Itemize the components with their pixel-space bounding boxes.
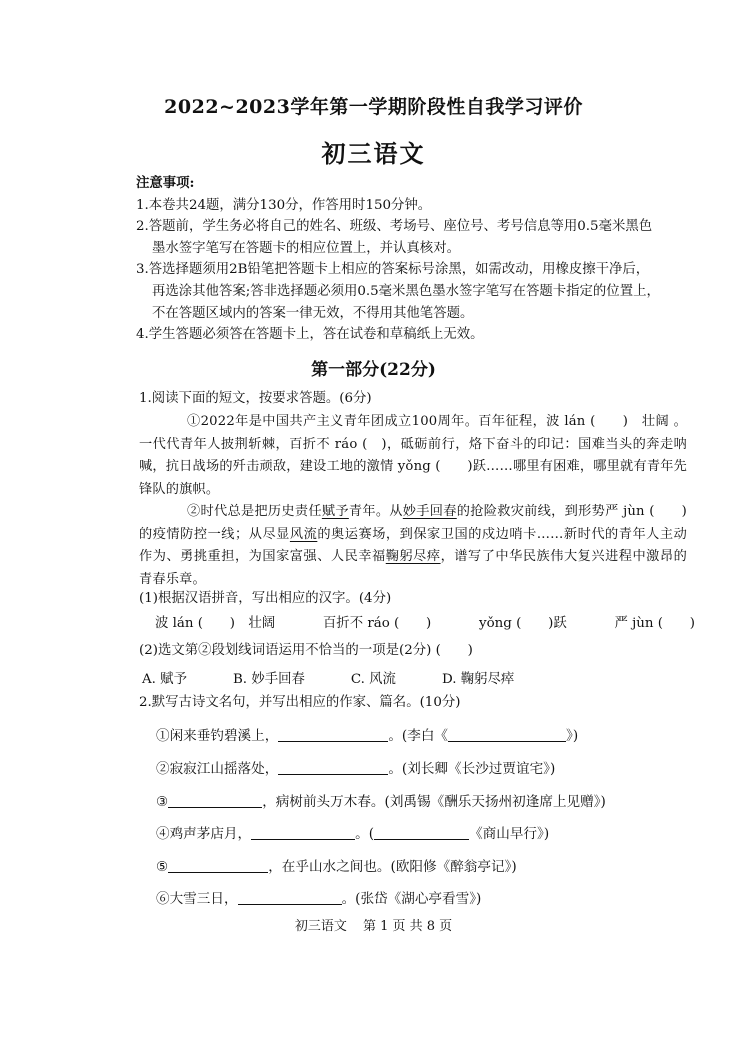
notice-item: 墨水签字笔写在答题卡的相应位置上，并认真核对。	[152, 240, 460, 256]
notice-item: 1.本卷共24题，满分130分，作答用时150分钟。	[136, 197, 432, 213]
sub-question-2: (2)选文第②段划线词语运用不恰当的一项是(2分) ( )	[139, 643, 473, 658]
sub-question-1: (1)根据汉语拼音，写出相应的汉字。(4分)	[139, 591, 392, 606]
answer-blank[interactable]	[168, 858, 268, 873]
pinyin-item: 严 jùn ( )	[614, 616, 695, 631]
pinyin-item: 百折不 ráo ( )	[322, 616, 432, 631]
notice-item: 3.答选择题须用2B铅笔把答题卡上相应的答案标号涂黑，如需改动，用橡皮擦干净后，	[136, 262, 650, 278]
pinyin-row	[155, 612, 695, 631]
footer-subject: 初三语文	[294, 919, 347, 934]
underlined-word: 赋予	[321, 504, 349, 519]
poem-line-5: ⑤ ，在乎山水之间也。(欧阳修《醉翁亭记》)	[156, 859, 517, 875]
answer-blank[interactable]	[238, 890, 342, 905]
exam-title: 2022~2023学年第一学期阶段性自我学习评价	[164, 96, 583, 118]
question-1-prompt: 1.阅读下面的短文，按要求答题。(6分)	[139, 391, 372, 406]
answer-blank[interactable]	[374, 825, 469, 840]
poem-line-2: ②寂寂江山摇落处， 。(刘长卿《长沙过贾谊宅》)	[156, 761, 556, 777]
underlined-word: 风流	[289, 526, 318, 542]
notice-heading: 注意事项:	[136, 175, 195, 191]
notice-item: 2.答题前，学生务必将自己的姓名、班级、考场号、座位号、考号信息等用0.5毫米黑色	[136, 219, 653, 235]
passage-paragraph-1: ①2022年是中国共产主义青年团成立100周年。百年征程，波 lán ( ) 壮阔 。一代代青年人披荆斩棘，百折不 ráo ( )，砥砺前行，烙下奋斗的印记：国难当头的奔走呐喊，抗日战场的歼击顽敌，建设工地的激情 yǒng ( )跃……哪里有困难，哪里就有青年先锋队的旗帜。	[139, 414, 687, 497]
answer-blank[interactable]	[168, 793, 262, 808]
option-b: B. 妙手回春	[232, 672, 305, 687]
underlined-word: 鞠躬尽瘁	[385, 549, 441, 565]
answer-blank[interactable]	[448, 727, 566, 742]
option-a: A. 赋予	[142, 672, 187, 687]
notice-item: 4.学生答题必须答在答题卡上，答在试卷和草稿纸上无效。	[136, 327, 484, 343]
pinyin-item: yǒng ( )跃	[479, 616, 567, 631]
poem-line-4: ④鸡声茅店月， 。( 《商山早行》)	[156, 826, 550, 842]
answer-blank[interactable]	[278, 727, 388, 742]
passage-paragraph-2: ②时代总是把历史责任赋予青年。从妙手回春的抢险救灾前线，到形势严 jùn ( )的疫情防控一线；从尽显风流的奥运赛场，到保家卫国的戍边哨卡……新时代的青年人主动作为、勇挑重担，为国家富强、人民幸福鞠躬尽瘁，谱写了中华民族伟大复兴进程中激昂的青春乐章。	[139, 504, 688, 587]
poem-line-1: ①闲来垂钓碧溪上， 。(李白《 》)	[156, 728, 579, 744]
question-2-prompt: 2.默写古诗文名句，并写出相应的作家、篇名。(10分)	[139, 695, 461, 710]
poem-line-6: ⑥大雪三日， 。(张岱《湖心亭看雪》)	[156, 891, 482, 907]
answer-blank[interactable]	[251, 825, 355, 840]
options-row	[142, 668, 622, 687]
notice-section	[136, 173, 696, 346]
answer-blank[interactable]	[278, 760, 388, 775]
footer-page-number: 第 1 页 共 8 页	[362, 919, 453, 934]
subject-title: 初三语文	[321, 139, 426, 168]
option-c: C. 风流	[350, 672, 396, 687]
poem-line-3: ③ ，病树前头万木春。(刘禹锡《酬乐天扬州初逢席上见赠》)	[156, 794, 606, 810]
underlined-word: 妙手回春	[402, 504, 457, 519]
pinyin-item: 波 lán ( ) 壮阔	[155, 616, 276, 631]
page-footer	[0, 915, 747, 934]
notice-item: 再选涂其他答案;答非选择题必须用0.5毫米黑色墨水签字笔写在答题卡指定的位置上，	[152, 283, 660, 299]
notice-item: 不在答题区域内的答案一律无效，不得用其他笔答题。	[152, 305, 474, 321]
part-title: 第一部分(22分)	[311, 360, 436, 380]
option-d: D. 鞠躬尽瘁	[441, 672, 515, 687]
